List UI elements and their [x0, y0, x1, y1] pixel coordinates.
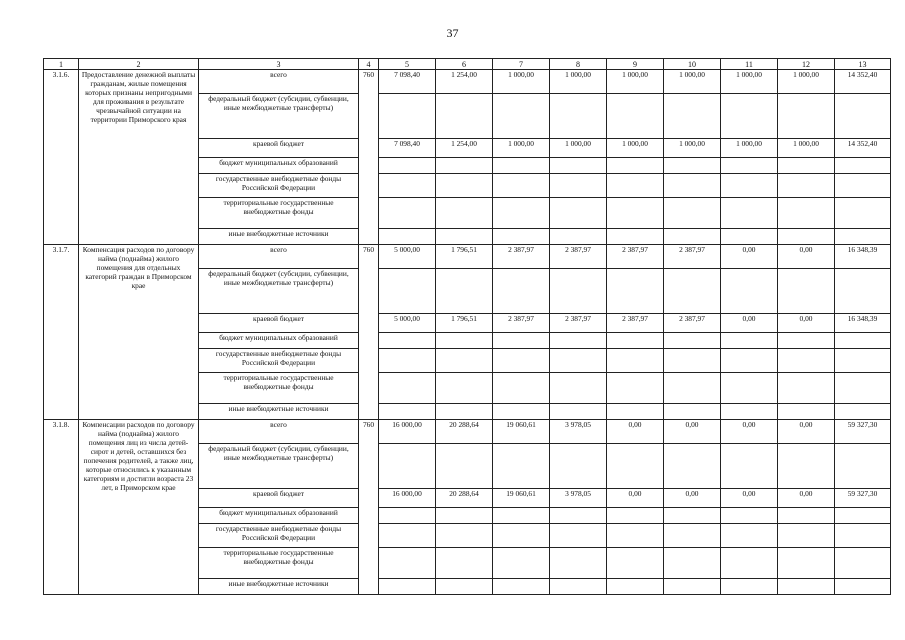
funding-source: всего — [199, 70, 359, 94]
empty-cell — [778, 158, 835, 174]
empty-cell — [436, 404, 493, 420]
empty-cell — [835, 198, 891, 229]
amount-cell: 0,00 — [778, 420, 835, 444]
empty-cell — [493, 198, 550, 229]
empty-cell — [664, 198, 721, 229]
column-header: 13 — [835, 59, 891, 70]
empty-cell — [664, 508, 721, 524]
empty-cell — [721, 174, 778, 198]
empty-cell — [778, 94, 835, 139]
empty-cell — [493, 444, 550, 489]
empty-cell — [778, 174, 835, 198]
empty-cell — [550, 508, 607, 524]
empty-cell — [607, 94, 664, 139]
empty-cell — [778, 548, 835, 579]
column-header: 7 — [493, 59, 550, 70]
empty-cell — [550, 94, 607, 139]
empty-cell — [607, 198, 664, 229]
empty-cell — [778, 579, 835, 595]
empty-cell — [835, 94, 891, 139]
funding-source: иные внебюджетные источники — [199, 579, 359, 595]
empty-cell — [664, 94, 721, 139]
amount-cell: 1 000,00 — [607, 70, 664, 94]
funding-source: иные внебюджетные источники — [199, 404, 359, 420]
amount-cell: 2 387,97 — [664, 314, 721, 333]
funding-source: краевой бюджет — [199, 314, 359, 333]
empty-cell — [721, 269, 778, 314]
empty-cell — [778, 229, 835, 245]
empty-cell — [379, 524, 436, 548]
funding-source: федеральный бюджет (субсидии, субвенции, иные межбюджетные трансферты) — [199, 444, 359, 489]
amount-cell: 1 000,00 — [550, 139, 607, 158]
empty-cell — [778, 198, 835, 229]
empty-cell — [379, 349, 436, 373]
empty-cell — [436, 524, 493, 548]
amount-cell: 3 978,05 — [550, 489, 607, 508]
column-header: 2 — [79, 59, 199, 70]
amount-cell: 3 978,05 — [550, 420, 607, 444]
funding-source: всего — [199, 245, 359, 269]
empty-cell — [550, 174, 607, 198]
amount-cell: 0,00 — [664, 489, 721, 508]
empty-cell — [607, 174, 664, 198]
header-row — [44, 59, 891, 70]
empty-cell — [835, 333, 891, 349]
empty-cell — [664, 174, 721, 198]
amount-cell: 1 000,00 — [550, 70, 607, 94]
empty-cell — [550, 444, 607, 489]
amount-cell: 1 254,00 — [436, 70, 493, 94]
funding-source: территориальные государственные внебюджетные фонды — [199, 198, 359, 229]
amount-cell: 1 000,00 — [607, 139, 664, 158]
amount-cell: 1 254,00 — [436, 139, 493, 158]
empty-cell — [835, 229, 891, 245]
amount-cell: 1 000,00 — [493, 139, 550, 158]
empty-cell — [778, 269, 835, 314]
empty-cell — [607, 269, 664, 314]
amount-cell: 0,00 — [778, 245, 835, 269]
empty-cell — [835, 158, 891, 174]
empty-cell — [550, 524, 607, 548]
column-header: 11 — [721, 59, 778, 70]
empty-cell — [436, 158, 493, 174]
amount-cell: 14 352,40 — [835, 139, 891, 158]
table-row — [44, 245, 891, 269]
empty-cell — [607, 158, 664, 174]
empty-cell — [721, 94, 778, 139]
empty-cell — [607, 229, 664, 245]
funding-source: краевой бюджет — [199, 139, 359, 158]
empty-cell — [379, 229, 436, 245]
empty-cell — [550, 373, 607, 404]
empty-cell — [436, 229, 493, 245]
empty-cell — [493, 404, 550, 420]
empty-cell — [835, 579, 891, 595]
amount-cell: 16 000,00 — [379, 420, 436, 444]
empty-cell — [550, 404, 607, 420]
row-description: Компенсация расходов по договору найма (поднайма) жилого помещения для отдельных категорий граждан в Приморском крае — [79, 245, 199, 420]
table-row — [44, 420, 891, 444]
column-header: 12 — [778, 59, 835, 70]
empty-cell — [550, 333, 607, 349]
funding-source: бюджет муниципальных образований — [199, 158, 359, 174]
empty-cell — [493, 579, 550, 595]
row-number: 3.1.6. — [44, 70, 79, 245]
empty-cell — [778, 404, 835, 420]
row-number: 3.1.7. — [44, 245, 79, 420]
empty-cell — [607, 333, 664, 349]
empty-cell — [835, 174, 891, 198]
empty-cell — [493, 229, 550, 245]
empty-cell — [607, 508, 664, 524]
amount-cell: 2 387,97 — [550, 314, 607, 333]
empty-cell — [835, 404, 891, 420]
amount-cell: 0,00 — [721, 420, 778, 444]
amount-cell: 1 796,51 — [436, 314, 493, 333]
row-description: Предоставление денежной выплаты гражданам, жилые помещения которых признаны непригодными для проживания в результате чрезвычайной ситуации на территории Приморского края — [79, 70, 199, 245]
amount-cell: 2 387,97 — [664, 245, 721, 269]
empty-cell — [664, 444, 721, 489]
amount-cell: 0,00 — [778, 489, 835, 508]
empty-cell — [379, 444, 436, 489]
amount-cell: 16 348,39 — [835, 314, 891, 333]
row-number: 3.1.8. — [44, 420, 79, 595]
empty-cell — [493, 508, 550, 524]
empty-cell — [493, 349, 550, 373]
empty-cell — [550, 548, 607, 579]
budget-code: 760 — [359, 420, 379, 595]
column-header: 4 — [359, 59, 379, 70]
table-row — [44, 70, 891, 94]
budget-code: 760 — [359, 70, 379, 245]
amount-cell: 19 060,61 — [493, 489, 550, 508]
empty-cell — [493, 94, 550, 139]
amount-cell: 1 000,00 — [721, 139, 778, 158]
empty-cell — [835, 524, 891, 548]
funding-source: федеральный бюджет (субсидии, субвенции, иные межбюджетные трансферты) — [199, 269, 359, 314]
empty-cell — [778, 333, 835, 349]
funding-source: бюджет муниципальных образований — [199, 508, 359, 524]
empty-cell — [436, 174, 493, 198]
amount-cell: 59 327,30 — [835, 489, 891, 508]
amount-cell: 2 387,97 — [493, 314, 550, 333]
empty-cell — [379, 373, 436, 404]
amount-cell: 0,00 — [778, 314, 835, 333]
empty-cell — [778, 524, 835, 548]
empty-cell — [721, 548, 778, 579]
funding-source: краевой бюджет — [199, 489, 359, 508]
empty-cell — [379, 579, 436, 595]
amount-cell: 7 098,40 — [379, 70, 436, 94]
empty-cell — [835, 508, 891, 524]
empty-cell — [778, 349, 835, 373]
empty-cell — [721, 349, 778, 373]
empty-cell — [493, 524, 550, 548]
amount-cell: 1 000,00 — [664, 70, 721, 94]
amount-cell: 1 000,00 — [664, 139, 721, 158]
empty-cell — [550, 229, 607, 245]
empty-cell — [493, 373, 550, 404]
empty-cell — [436, 349, 493, 373]
empty-cell — [379, 198, 436, 229]
amount-cell: 16 000,00 — [379, 489, 436, 508]
empty-cell — [721, 508, 778, 524]
empty-cell — [607, 404, 664, 420]
funding-source: государственные внебюджетные фонды Российской Федерации — [199, 349, 359, 373]
empty-cell — [493, 158, 550, 174]
empty-cell — [550, 269, 607, 314]
amount-cell: 20 288,64 — [436, 420, 493, 444]
amount-cell: 0,00 — [607, 420, 664, 444]
empty-cell — [379, 174, 436, 198]
funding-source: федеральный бюджет (субсидии, субвенции, иные межбюджетные трансферты) — [199, 94, 359, 139]
empty-cell — [664, 158, 721, 174]
empty-cell — [493, 333, 550, 349]
empty-cell — [550, 349, 607, 373]
empty-cell — [550, 198, 607, 229]
empty-cell — [550, 579, 607, 595]
column-header: 10 — [664, 59, 721, 70]
empty-cell — [721, 524, 778, 548]
empty-cell — [436, 269, 493, 314]
empty-cell — [721, 229, 778, 245]
empty-cell — [664, 373, 721, 404]
empty-cell — [436, 444, 493, 489]
empty-cell — [379, 333, 436, 349]
column-header: 1 — [44, 59, 79, 70]
empty-cell — [607, 373, 664, 404]
amount-cell: 2 387,97 — [493, 245, 550, 269]
amount-cell: 20 288,64 — [436, 489, 493, 508]
empty-cell — [835, 349, 891, 373]
empty-cell — [721, 333, 778, 349]
empty-cell — [379, 269, 436, 314]
empty-cell — [835, 373, 891, 404]
empty-cell — [778, 373, 835, 404]
column-header: 8 — [550, 59, 607, 70]
empty-cell — [835, 444, 891, 489]
empty-cell — [664, 524, 721, 548]
amount-cell: 5 000,00 — [379, 314, 436, 333]
amount-cell: 1 000,00 — [778, 139, 835, 158]
funding-source: бюджет муниципальных образований — [199, 333, 359, 349]
amount-cell: 14 352,40 — [835, 70, 891, 94]
funding-source: государственные внебюджетные фонды Российской Федерации — [199, 524, 359, 548]
empty-cell — [607, 579, 664, 595]
amount-cell: 1 000,00 — [778, 70, 835, 94]
column-header: 9 — [607, 59, 664, 70]
funding-source: иные внебюджетные источники — [199, 229, 359, 245]
column-header: 6 — [436, 59, 493, 70]
empty-cell — [664, 548, 721, 579]
empty-cell — [379, 404, 436, 420]
empty-cell — [835, 548, 891, 579]
amount-cell: 7 098,40 — [379, 139, 436, 158]
column-header: 5 — [379, 59, 436, 70]
empty-cell — [493, 548, 550, 579]
funding-source: государственные внебюджетные фонды Российской Федерации — [199, 174, 359, 198]
empty-cell — [664, 333, 721, 349]
amount-cell: 59 327,30 — [835, 420, 891, 444]
empty-cell — [664, 349, 721, 373]
amount-cell: 2 387,97 — [550, 245, 607, 269]
empty-cell — [436, 94, 493, 139]
empty-cell — [436, 508, 493, 524]
empty-cell — [664, 404, 721, 420]
amount-cell: 0,00 — [721, 314, 778, 333]
empty-cell — [664, 229, 721, 245]
amount-cell: 0,00 — [721, 245, 778, 269]
empty-cell — [778, 444, 835, 489]
empty-cell — [721, 373, 778, 404]
empty-cell — [664, 579, 721, 595]
amount-cell: 0,00 — [664, 420, 721, 444]
empty-cell — [436, 373, 493, 404]
amount-cell: 1 796,51 — [436, 245, 493, 269]
funding-source: территориальные государственные внебюджетные фонды — [199, 548, 359, 579]
empty-cell — [493, 269, 550, 314]
empty-cell — [664, 269, 721, 314]
amount-cell: 5 000,00 — [379, 245, 436, 269]
empty-cell — [721, 198, 778, 229]
row-description: Компенсации расходов по договору найма (поднайма) жилого помещения лиц из числа детей-сирот и детей, оставшихся без попечения родителей, а также лиц, которые относились к указанным категориям и достигли возраста 23 лет, в Приморском крае — [79, 420, 199, 595]
funding-source: всего — [199, 420, 359, 444]
page-number: 37 — [446, 26, 459, 40]
budget-table — [43, 58, 891, 595]
empty-cell — [835, 269, 891, 314]
empty-cell — [721, 579, 778, 595]
empty-cell — [436, 579, 493, 595]
empty-cell — [550, 158, 607, 174]
budget-code: 760 — [359, 245, 379, 420]
empty-cell — [607, 548, 664, 579]
empty-cell — [436, 548, 493, 579]
column-header: 3 — [199, 59, 359, 70]
amount-cell: 0,00 — [607, 489, 664, 508]
empty-cell — [607, 444, 664, 489]
amount-cell: 1 000,00 — [721, 70, 778, 94]
empty-cell — [721, 444, 778, 489]
amount-cell: 2 387,97 — [607, 314, 664, 333]
empty-cell — [721, 158, 778, 174]
empty-cell — [436, 198, 493, 229]
empty-cell — [607, 349, 664, 373]
empty-cell — [379, 548, 436, 579]
funding-source: территориальные государственные внебюджетные фонды — [199, 373, 359, 404]
amount-cell: 2 387,97 — [607, 245, 664, 269]
empty-cell — [778, 508, 835, 524]
empty-cell — [379, 158, 436, 174]
amount-cell: 1 000,00 — [493, 70, 550, 94]
empty-cell — [379, 508, 436, 524]
empty-cell — [436, 333, 493, 349]
empty-cell — [721, 404, 778, 420]
empty-cell — [493, 174, 550, 198]
amount-cell: 19 060,61 — [493, 420, 550, 444]
amount-cell: 16 348,39 — [835, 245, 891, 269]
empty-cell — [607, 524, 664, 548]
amount-cell: 0,00 — [721, 489, 778, 508]
empty-cell — [379, 94, 436, 139]
